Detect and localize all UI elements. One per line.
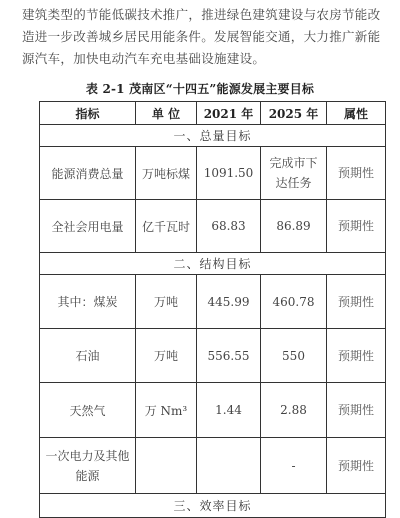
cell-unit: 万吨 <box>136 329 197 383</box>
table-row <box>40 383 386 438</box>
section-row <box>40 494 386 518</box>
cell-2021: 556.55 <box>197 329 261 383</box>
cell-2021: 68.83 <box>197 200 261 253</box>
cell-indicator: 天然气 <box>40 383 136 438</box>
intro-line: 源汽车，加快电动汽车充电基础设施建设。 <box>22 51 266 66</box>
section-title: 三、效率目标 <box>40 494 386 518</box>
cell-unit: 万吨标煤 <box>136 147 197 200</box>
cell-unit: 万 Nm³ <box>136 383 197 438</box>
cell-2021: 1.44 <box>197 383 261 438</box>
header-unit: 单 位 <box>136 102 197 125</box>
cell-2025: 550 <box>261 329 327 383</box>
cell-2021: 445.99 <box>197 275 261 329</box>
header-2021: 2021 年 <box>197 102 261 125</box>
table-caption: 表 2-1 茂南区“十四五”能源发展主要目标 <box>85 82 315 96</box>
table-row <box>40 200 386 253</box>
cell-attribute: 预期性 <box>327 147 386 200</box>
cell-2025: - <box>261 438 327 494</box>
section-row <box>40 253 386 275</box>
section-title: 一、总量目标 <box>40 125 386 147</box>
cell-2025: 完成市下达任务 <box>261 147 327 200</box>
cell-indicator: 能源消费总量 <box>40 147 136 200</box>
cell-indicator: 一次电力及其他能源 <box>40 438 136 494</box>
header-attribute: 属性 <box>327 102 386 125</box>
energy-targets-table <box>39 101 386 518</box>
section-title: 二、结构目标 <box>40 253 386 275</box>
cell-unit: 亿千瓦时 <box>136 200 197 253</box>
cell-indicator: 石油 <box>40 329 136 383</box>
section-row <box>40 125 386 147</box>
header-indicator: 指标 <box>40 102 136 125</box>
cell-2021 <box>197 438 261 494</box>
cell-attribute: 预期性 <box>327 383 386 438</box>
table-row <box>40 438 386 494</box>
table-row <box>40 147 386 200</box>
cell-2025: 2.88 <box>261 383 327 438</box>
cell-2021: 1091.50 <box>197 147 261 200</box>
table-header-row <box>40 102 386 125</box>
cell-2025: 460.78 <box>261 275 327 329</box>
cell-attribute: 预期性 <box>327 200 386 253</box>
cell-attribute: 预期性 <box>327 329 386 383</box>
intro-line: 造进一步改善城乡居民用能条件。发展智能交通，大力推广新能 <box>22 29 381 44</box>
cell-unit: 万吨 <box>136 275 197 329</box>
cell-indicator: 其中：煤炭 <box>40 275 136 329</box>
cell-indicator: 全社会用电量 <box>40 200 136 253</box>
intro-paragraph <box>22 4 392 70</box>
cell-2025: 86.89 <box>261 200 327 253</box>
table-row <box>40 275 386 329</box>
cell-attribute: 预期性 <box>327 275 386 329</box>
cell-unit <box>136 438 197 494</box>
cell-attribute: 预期性 <box>327 438 386 494</box>
intro-line: 建筑类型的节能低碳技术推广，推进绿色建筑建设与农房节能改 <box>22 7 381 22</box>
header-2025: 2025 年 <box>261 102 327 125</box>
table-row <box>40 329 386 383</box>
